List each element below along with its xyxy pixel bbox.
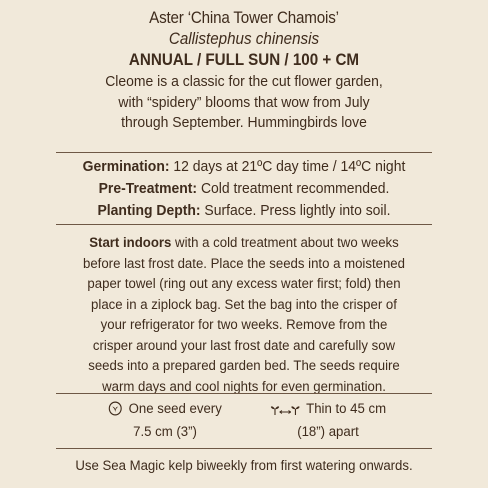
instruction-line: paper towel (ring out any excess water first; fold) then	[87, 276, 401, 292]
seed-spacing-line1: One seed every	[128, 401, 222, 417]
instruction-line: place in a ziplock bag. Set the bag into the crisper of	[91, 296, 397, 313]
germination-row	[17, 156, 471, 178]
divider	[56, 224, 432, 225]
pretreatment-label: Pre-Treatment:	[98, 180, 198, 197]
divider	[56, 448, 432, 449]
latin-name: Callistephus chinensis	[168, 30, 320, 48]
description-line: with “spidery” blooms that wow from July	[118, 93, 370, 111]
description-line: through September. Hummingbirds love	[121, 114, 367, 132]
divider	[56, 152, 432, 153]
instruction-line: crisper around your last frost date and carefully sow	[92, 337, 396, 354]
growing-details	[0, 156, 488, 222]
germination-value: 12 days at 21ºC day time / 14ºC night	[169, 158, 406, 175]
germination-label: Germination:	[82, 158, 170, 175]
pretreatment-row	[17, 178, 471, 200]
instruction-line: seeds into a prepared garden bed. The seeds require	[88, 358, 400, 374]
seed-spacing	[100, 399, 230, 442]
seedlings-icon	[270, 402, 300, 422]
header	[0, 7, 488, 133]
start-indoors-text: with a cold treatment about two weeks	[171, 235, 399, 251]
thinning-line1: Thin to 45 cm	[306, 401, 387, 417]
footer-note: Use Sea Magic kelp biweekly from first watering onwards.	[75, 458, 413, 474]
seed-spacing-line2: 7.5 cm (3”)	[133, 424, 197, 440]
start-indoors-label: Start indoors	[89, 235, 172, 251]
instruction-line: warm days and cool nights for even germination.	[102, 378, 386, 395]
planting-depth-label: Planting Depth:	[97, 202, 201, 219]
start-indoors-first-line	[17, 233, 471, 254]
seed-spacing-line1-row	[100, 399, 230, 422]
divider	[56, 393, 432, 394]
description-line: Cleome is a classic for the cut flower garden,	[105, 73, 383, 90]
thinning-line2: (18”) apart	[297, 424, 359, 440]
planting-depth-value: Surface. Press lightly into soil.	[200, 202, 391, 219]
start-indoors-section	[0, 233, 488, 397]
plant-title: Aster ‘China Tower Chamois’	[149, 9, 339, 27]
thinning-line1-row	[263, 399, 393, 422]
pretreatment-value: Cold treatment recommended.	[197, 180, 390, 197]
thinning-spacing	[263, 399, 393, 442]
seed-icon	[108, 401, 122, 422]
planting-depth-row	[17, 200, 471, 222]
instruction-line: your refrigerator for two weeks. Remove from the	[100, 317, 388, 333]
plant-specs: ANNUAL / FULL SUN / 100 + CM	[128, 51, 360, 69]
instruction-line: before last frost date. Place the seeds into a moistened	[82, 255, 405, 272]
